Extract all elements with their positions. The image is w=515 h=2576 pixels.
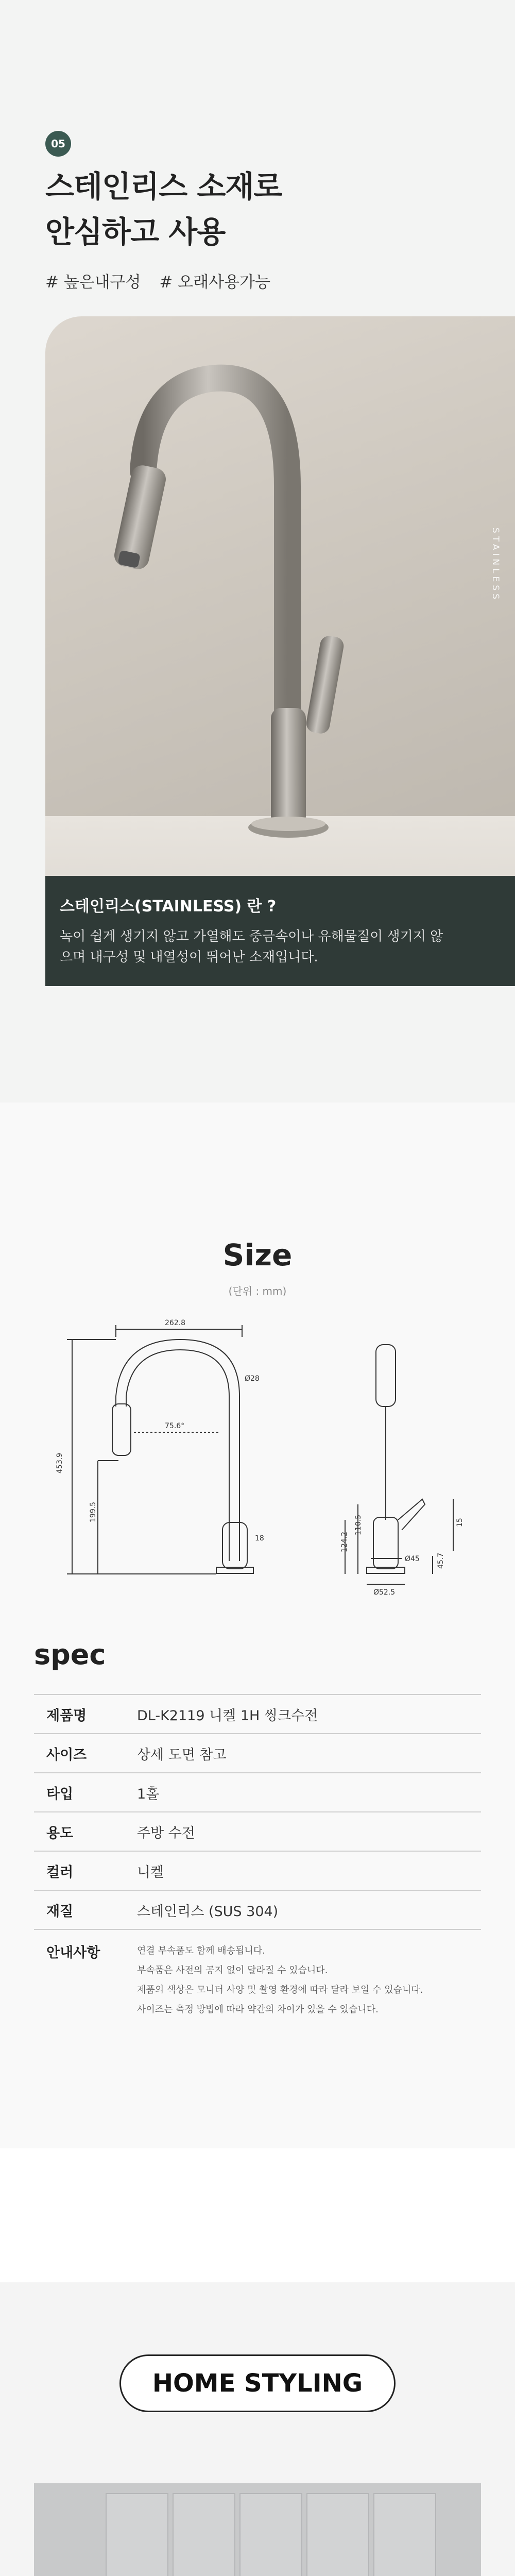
dim-h199: 199.5: [89, 1501, 97, 1522]
stainless-tags: [45, 269, 284, 292]
notice-block: [34, 1941, 481, 2020]
dim-width-top: 262.8: [165, 1319, 186, 1327]
table-row: [34, 1694, 481, 1734]
stainless-caption: [45, 876, 515, 986]
kitchen-illustration-wide: [34, 2483, 481, 2576]
spec-key: 재질: [46, 1903, 74, 1920]
list-item: 사이즈는 측정 방법에 따라 약간의 차이가 있을 수 있습니다.: [137, 2004, 379, 2015]
dim-d15: 15: [456, 1518, 464, 1527]
spec-key: 제품명: [46, 1707, 87, 1724]
stainless-title-line2: 안심하고 사용: [45, 214, 226, 249]
dim-height-total: 453.9: [56, 1452, 64, 1473]
size-unit: (단위 : mm): [228, 1285, 287, 1297]
dimension-drawing: [41, 1314, 484, 1602]
spec-key: 용도: [46, 1825, 74, 1841]
spec-value: 1홀: [137, 1786, 160, 1802]
spec-value: 상세 도면 참고: [137, 1747, 227, 1763]
dim-h124: 124.2: [340, 1531, 349, 1552]
spec-key: 사이즈: [46, 1747, 87, 1763]
stainless-title: [45, 164, 282, 255]
dim-d525: Ø52.5: [373, 1588, 396, 1597]
table-row: [34, 1734, 481, 1773]
section-gap: [0, 2148, 515, 2282]
spec-key: 컬러: [46, 1864, 74, 1880]
spec-value: 니켈: [137, 1864, 164, 1880]
spec-table: [34, 1694, 481, 1930]
home-styling-section: [0, 2282, 515, 2576]
spec-value: DL-K2119 니켈 1H 씽크수전: [137, 1707, 318, 1724]
notice-label: 안내사항: [46, 1945, 100, 1961]
caption-line1: 녹이 쉽게 생기지 않고 가열해도 중금속이나 유해물질이 생기지 않: [60, 929, 443, 944]
list-item: 부속품은 사전의 공지 없이 달라질 수 있습니다.: [137, 1965, 328, 1976]
tag-long-use: # 오래사용가능: [159, 273, 270, 292]
dim-h110: 110.5: [354, 1514, 363, 1535]
stainless-title-line1: 스테인리스 소재로: [45, 169, 282, 204]
spec-title: spec: [34, 1638, 106, 1671]
stainless-section: [0, 0, 515, 1103]
tag-durability: # 높은내구성: [45, 273, 141, 292]
kitchen-photo-wide: [34, 2483, 481, 2576]
table-row: [34, 1812, 481, 1851]
list-item: 제품의 색상은 모니터 사양 및 촬영 환경에 따라 달라 보일 수 있습니다.: [137, 1985, 423, 1995]
list-item: 연결 부속품도 함께 배송됩니다.: [137, 1945, 265, 1956]
dim-h45: 45.7: [437, 1552, 445, 1569]
dim-d45: Ø45: [405, 1555, 420, 1563]
notice-list: [137, 1941, 423, 2020]
section-number-badge: 05: [45, 131, 71, 157]
table-row: [34, 1773, 481, 1812]
home-styling-title: HOME STYLING: [119, 2354, 396, 2412]
size-spec-section: [0, 1103, 515, 2148]
dim-r75: 75.6°: [165, 1422, 185, 1430]
table-row: [34, 1851, 481, 1890]
spec-key: 타입: [46, 1786, 74, 1802]
spec-value: 스테인리스 (SUS 304): [137, 1903, 279, 1920]
caption-line2: 으며 내구성 및 내열성이 뛰어난 소재입니다.: [60, 950, 318, 965]
stainless-vertical-label: STAINLESS: [490, 528, 501, 603]
table-row: [34, 1890, 481, 1929]
caption-title: 스테인리스(STAINLESS) 란 ?: [60, 897, 277, 916]
spec-value: 주방 수전: [137, 1825, 195, 1841]
dim-d18: 18: [255, 1534, 264, 1543]
size-title: Size: [222, 1238, 293, 1273]
dim-d28: Ø28: [245, 1375, 260, 1383]
